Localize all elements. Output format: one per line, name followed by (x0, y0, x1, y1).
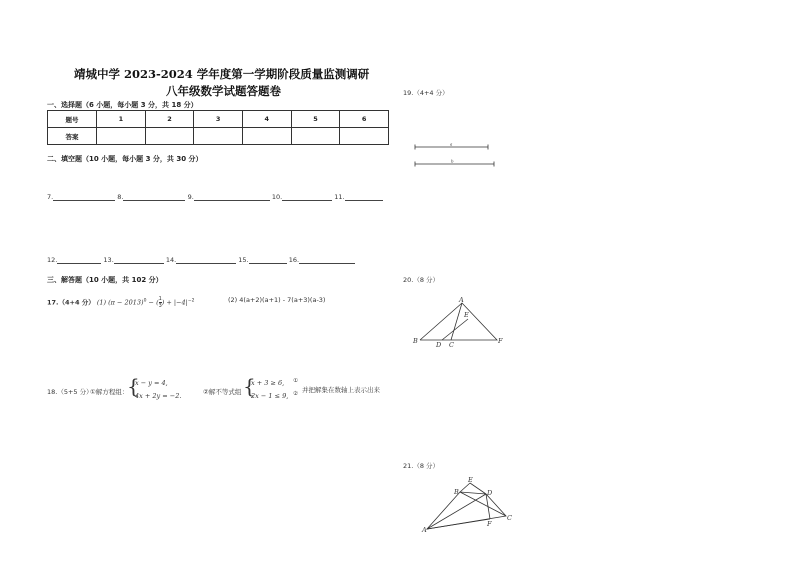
blank-label: 13. (103, 256, 114, 264)
blank-line[interactable] (57, 255, 101, 264)
row-label-answer: 答案 (48, 128, 97, 145)
q17-frac-num: 1 (158, 296, 162, 302)
answer-cell[interactable] (242, 128, 291, 145)
exam-title: 靖城中学 2023-2024 学年度第一学期阶段质量监测调研 (74, 67, 370, 81)
q20-triangle-figure (412, 292, 512, 352)
segment-be (460, 483, 470, 492)
row-label-number: 题号 (48, 111, 97, 128)
blank-label: 16. (288, 256, 300, 264)
segment-a-label: a (450, 141, 453, 147)
blank-line[interactable] (299, 255, 355, 264)
q18-label: 18.（5+5 分） (47, 388, 93, 396)
q18-brace-2: { (243, 374, 256, 398)
q18-part2-suffix: 并把解集在数轴上表示出来 (302, 386, 380, 394)
triangle-abf (420, 303, 497, 340)
point-c-label: C (449, 341, 454, 349)
segment-de (442, 319, 468, 340)
blank-line[interactable] (114, 255, 164, 264)
q18-ineq2: 2x − 1 ≤ 9, (251, 392, 289, 400)
blank-label: 10. (271, 193, 283, 201)
point-e-label: E (464, 311, 469, 319)
blank-label: 9. (187, 193, 194, 201)
point-a-label: A (459, 296, 464, 304)
quadrilateral-abdc (427, 492, 506, 529)
q17-part1-prefix: (1) (π − 2013) (96, 298, 144, 307)
blank-label: 8. (117, 193, 124, 201)
point-d-label: D (436, 341, 442, 349)
answer-table (47, 110, 389, 145)
exam-subtitle: 八年级数学试题答题卷 (166, 84, 281, 98)
point-e-label: E (468, 476, 473, 484)
section2-title: 二、填空题（10 小题，每小题 3 分，共 30 分） (47, 155, 203, 163)
point-d-label: D (487, 489, 493, 497)
segment-b-label: b (451, 158, 454, 164)
segment-ac (451, 303, 462, 340)
blank-line[interactable] (345, 192, 383, 201)
q19-segments-figure (410, 140, 510, 170)
answer-cell[interactable] (97, 128, 146, 145)
question-number: 3 (194, 111, 243, 128)
blank-row-2 (47, 255, 355, 264)
q18-eq1: x − y = 4, (135, 379, 168, 387)
blank-line[interactable] (249, 255, 287, 264)
blank-label: 14. (165, 256, 177, 264)
point-b-label: B (413, 337, 418, 345)
q19-label: 19.（4+4 分） (403, 89, 449, 97)
q18-mark-2: ② (293, 391, 298, 397)
blank-line[interactable] (194, 192, 270, 201)
q17 (47, 296, 195, 309)
q20-label: 20.（8 分） (403, 276, 440, 284)
answer-cell[interactable] (145, 128, 194, 145)
blank-label: 7. (47, 193, 54, 201)
q18-part1-prefix: ①解方程组： (90, 388, 129, 396)
q17-part1-suffix: ) + |−4| (161, 298, 188, 307)
q18-brace-1: { (127, 374, 140, 398)
segment-ed (470, 483, 486, 494)
question-number: 6 (340, 111, 389, 128)
question-number: 5 (291, 111, 340, 128)
answer-cell[interactable] (291, 128, 340, 145)
q17-part2: (2) 4(a+2)(a+1) - 7(a+3)(a-3) (228, 296, 326, 304)
table-row (48, 111, 389, 128)
q17-label: 17.（4+4 分） (47, 298, 95, 307)
blank-line[interactable] (53, 192, 115, 201)
point-b-label: B (454, 488, 459, 496)
q17-part1-exp0: 0 (143, 298, 147, 304)
section1-title: 一、选择题（6 小题，每小题 3 分，共 18 分） (47, 101, 198, 109)
q18-mark-1: ① (293, 378, 298, 384)
point-a-label: A (422, 526, 427, 534)
section3-title: 三、解答题（10 小题，共 102 分） (47, 276, 163, 284)
q18-eq2: 4x + 2y = −2. (135, 392, 182, 400)
answer-cell[interactable] (340, 128, 389, 145)
q21-label: 21.（8 分） (403, 462, 440, 470)
blank-row-1 (47, 192, 383, 201)
table-row (48, 128, 389, 145)
point-c-label: C (507, 514, 512, 522)
point-f-label: F (487, 520, 492, 528)
answer-cell[interactable] (194, 128, 243, 145)
q21-triangle-figure (420, 474, 520, 534)
blank-line[interactable] (123, 192, 185, 201)
question-number: 4 (242, 111, 291, 128)
blank-label: 15. (238, 256, 249, 264)
blank-line[interactable] (176, 255, 236, 264)
question-number: 2 (145, 111, 194, 128)
q18-ineq1: x + 3 ≥ 6, (251, 379, 285, 387)
q18-part2-prefix: ②解不等式组 (203, 388, 242, 396)
blank-label: 12. (47, 256, 58, 264)
point-f-label: F (498, 337, 503, 345)
q17-part1-mid: − ( (146, 298, 159, 307)
blank-label: 11. (334, 193, 345, 201)
q17-part1-exp: −2 (187, 298, 195, 304)
q17-frac-den: 3 (158, 303, 162, 309)
blank-line[interactable] (282, 192, 332, 201)
question-number: 1 (97, 111, 146, 128)
segment-af (427, 519, 490, 529)
